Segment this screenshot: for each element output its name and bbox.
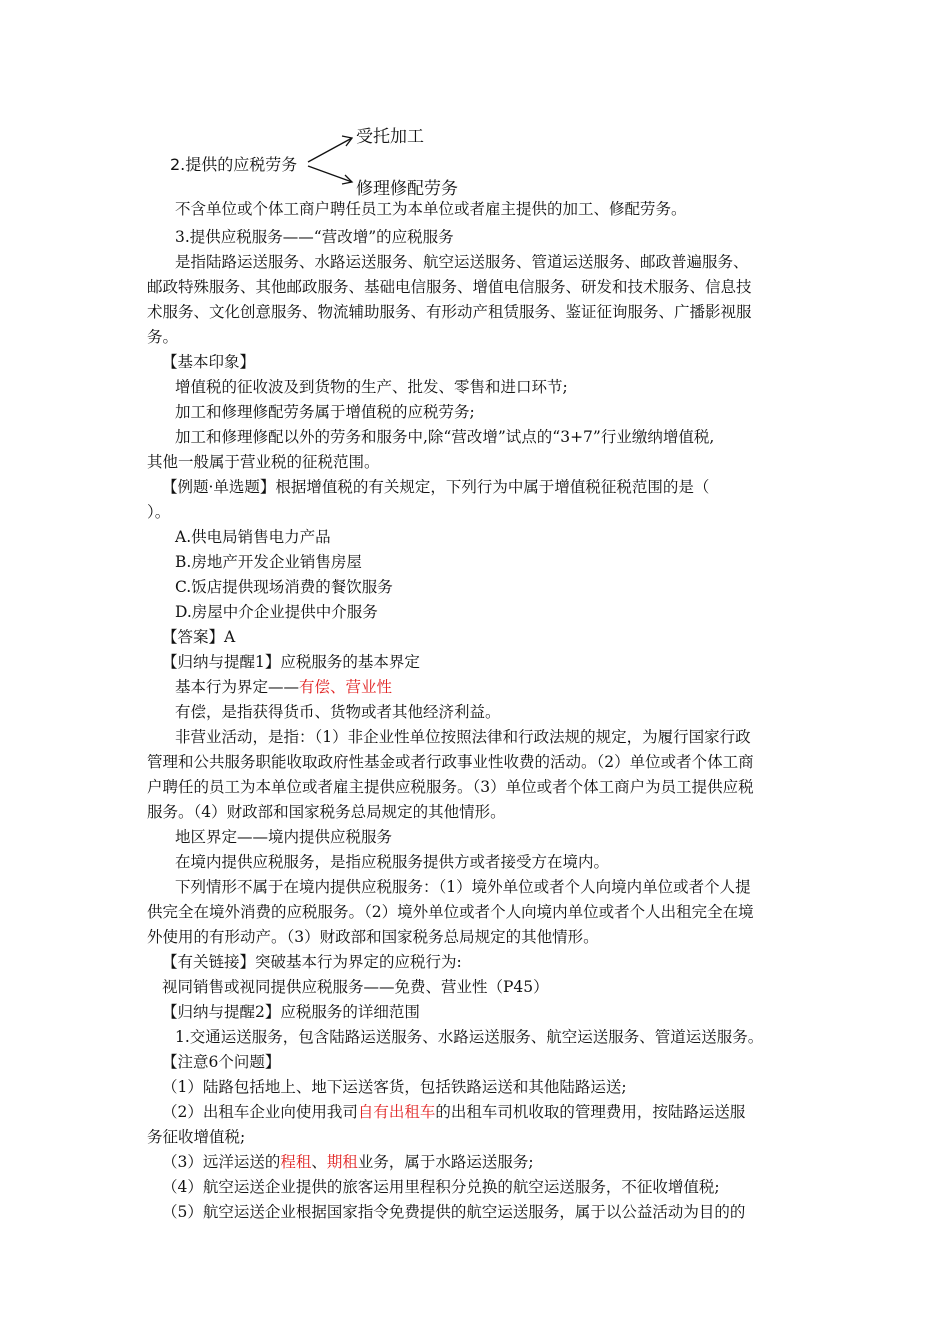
highlight-text: 有偿、营业性 — [299, 678, 393, 696]
text-segment: 业务，属于水路运送服务; — [357, 1153, 534, 1171]
text-segment: 【注意6个问题】 — [162, 1053, 281, 1071]
highlight-text: 自有出租车 — [357, 1103, 436, 1121]
text-line — [175, 851, 609, 873]
text-segment: 其他一般属于营业税的征税范围。 — [147, 453, 380, 471]
text-segment: （3）远洋运送的 — [162, 1153, 281, 1171]
text-segment: 【答案】A — [162, 628, 236, 646]
text-segment: 是指陆路运送服务、水路运送服务、航空运送服务、管道运送服务、邮政普遍服务、 — [175, 253, 749, 271]
text-segment: 下列情形不属于在境内提供应税服务：（1）境外单位或者个人向境内单位或者个人提 — [175, 878, 751, 896]
text-segment: B.房地产开发企业销售房屋 — [175, 553, 362, 571]
text-segment: 的出租车司机收取的管理费用，按陆路运送服 — [435, 1103, 746, 1121]
text-segment: 加工和修理修配以外的劳务和服务中,除“营改增”试点的“3+7”行业缴纳增值税, — [175, 428, 715, 446]
text-line — [147, 776, 754, 798]
text-line — [162, 351, 255, 373]
text-segment: （4）航空运送企业提供的旅客运用里程积分兑换的航空运送服务，不征收增值税; — [162, 1178, 720, 1196]
text-line — [175, 226, 454, 248]
text-line — [175, 676, 392, 698]
text-segment: 管理和公共服务职能收取政府性基金或者行政事业性收费的活动。（2）单位或者个体工商 — [147, 753, 754, 771]
text-segment: 非营业活动，是指：（1）非企业性单位按照法律和行政法规的规定，为履行国家行政 — [175, 728, 751, 746]
text-line — [147, 801, 506, 823]
text-line — [162, 1176, 720, 1198]
branch-diagram — [160, 118, 480, 202]
text-segment: 邮政特殊服务、其他邮政服务、基础电信服务、增值电信服务、研发和技术服务、信息技 — [147, 278, 752, 296]
text-line — [162, 1101, 745, 1123]
text-line — [147, 301, 752, 323]
text-segment: 【基本印象】 — [162, 353, 256, 371]
text-line — [175, 876, 751, 898]
text-segment: A.供电局销售电力产品 — [175, 528, 331, 546]
diagram-root-label: 2.提供的应税劳务 — [170, 155, 298, 174]
text-segment: 外使用的有形动产。（3）财政部和国家税务总局规定的其他情形。 — [147, 928, 599, 946]
text-line — [175, 1026, 763, 1048]
text-segment: 、 — [311, 1153, 327, 1171]
text-segment: 加工和修理修配劳务属于增值税的应税劳务; — [175, 403, 475, 421]
text-line — [175, 251, 749, 273]
text-line — [147, 326, 178, 348]
text-segment: 服务。（4）财政部和国家税务总局规定的其他情形。 — [147, 803, 506, 821]
text-segment: 供完全在境外消费的应税服务。（2）境外单位或者个人向境内单位或者个人出租完全在境 — [147, 903, 754, 921]
text-segment: 【有关链接】突破基本行为界定的应税行为: — [162, 953, 462, 971]
text-line — [175, 551, 362, 573]
text-line — [175, 198, 687, 220]
text-segment: 【归纳与提醒1】应税服务的基本界定 — [162, 653, 420, 671]
text-segment: 有偿，是指获得货币、货物或者其他经济利益。 — [175, 703, 501, 721]
text-line — [147, 751, 754, 773]
text-segment: 术服务、文化创意服务、物流辅助服务、有形动产租赁服务、鉴证征询服务、广播影视服 — [147, 303, 752, 321]
text-line — [147, 1126, 245, 1148]
text-segment: 不含单位或个体工商户聘任员工为本单位或者雇主提供的加工、修配劳务。 — [175, 200, 687, 218]
text-line — [162, 476, 709, 498]
text-line — [147, 901, 754, 923]
text-segment: 务。 — [147, 328, 179, 346]
text-line — [175, 601, 378, 623]
diagram-branch-top: 受托加工 — [356, 127, 424, 147]
text-line — [147, 926, 599, 948]
text-segment: 在境内提供应税服务，是指应税服务提供方或者接受方在境内。 — [175, 853, 610, 871]
text-line — [147, 501, 170, 523]
text-line — [162, 976, 549, 998]
text-segment: 【归纳与提醒2】应税服务的详细范围 — [162, 1003, 420, 1021]
text-segment: （2）出租车企业向使用我司 — [162, 1103, 358, 1121]
text-line — [162, 1001, 420, 1023]
text-line — [175, 726, 751, 748]
text-line — [162, 951, 462, 973]
text-line — [162, 1051, 280, 1073]
text-segment: C.饭店提供现场消费的餐饮服务 — [175, 578, 393, 596]
highlight-text: 程租 — [280, 1153, 312, 1171]
text-line — [175, 426, 714, 448]
text-segment: 3.提供应税服务——“营改增”的应税服务 — [175, 228, 454, 246]
text-line — [175, 576, 393, 598]
text-line — [162, 1151, 534, 1173]
text-segment: D.房屋中介企业提供中介服务 — [175, 603, 378, 621]
text-line — [147, 276, 752, 298]
text-line — [162, 626, 235, 648]
text-line — [175, 376, 568, 398]
diagram-branch-bottom: 修理修配劳务 — [356, 179, 458, 199]
text-line — [175, 826, 392, 848]
text-line — [175, 401, 475, 423]
text-line — [175, 526, 331, 548]
text-segment: 基本行为界定—— — [175, 678, 300, 696]
text-segment: 务征收增值税; — [147, 1128, 246, 1146]
text-segment: 视同销售或视同提供应税服务——免费、营业性（P45） — [162, 978, 549, 996]
text-line — [175, 701, 501, 723]
text-segment: 1.交通运送服务，包含陆路运送服务、水路运送服务、航空运送服务、管道运送服务。 — [175, 1028, 764, 1046]
highlight-text: 期租 — [326, 1153, 358, 1171]
text-segment: ）。 — [147, 503, 171, 521]
text-segment: 增值税的征收波及到货物的生产、批发、零售和进口环节; — [175, 378, 568, 396]
text-segment: 地区界定——境内提供应税服务 — [175, 828, 393, 846]
text-segment: 【例题·单选题】根据增值税的有关规定，下列行为中属于增值税征税范围的是（ — [162, 478, 710, 496]
text-segment: （5）航空运送企业根据国家指令免费提供的航空运送服务，属于以公益活动为目的的 — [162, 1203, 746, 1221]
text-line — [162, 1076, 627, 1098]
text-line — [147, 451, 380, 473]
text-segment: （1）陆路包括地上、地下运送客货，包括铁路运送和其他陆路运送; — [162, 1078, 627, 1096]
text-segment: 户聘任的员工为本单位或者雇主提供应税服务。（3）单位或者个体工商户为员工提供应税 — [147, 778, 754, 796]
text-line — [162, 1201, 745, 1223]
text-line — [162, 651, 420, 673]
